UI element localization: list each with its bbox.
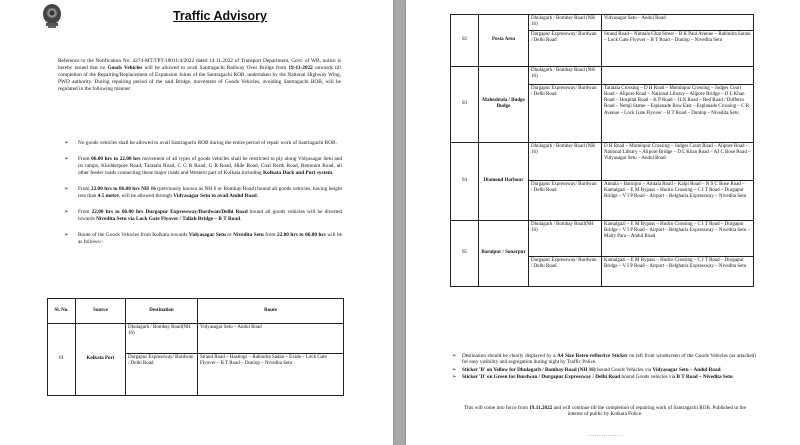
cell-destination: Dhulagarh / Bombay Road(NH 16) [126, 324, 198, 354]
bullet-item: ➢ Route of the Goods Vehicles from Kolkata towards Vidyasagar Setu or Nivedita Setu from 22.00 hrs to 06.00 hrs will be as follows:- [64, 232, 342, 246]
table-row [451, 220, 754, 256]
note-item: ➢ Destination should be clearly displayed by a A4 Size Retro-reflective Sticker on left front windscreen of the Goods Vehicles (as attached) for easy visibility and segregation during night by Traffic Police. [450, 353, 756, 366]
table-row [48, 324, 344, 354]
cell-destination: Dhulagarh / Bombay Road (NH 16) [529, 15, 602, 31]
advisory-bullet-list [64, 140, 342, 255]
cell-destination: Durgapur Expressway/ Burdwan / Delhi Road [529, 30, 602, 66]
bullet-item: ➢ From 06.00 hrs to 22.00 hrs movement of all types of goods vehicles shall be restricted to ply along Vidyasagar Setu and its ramps, Khidderpore Road, Taratala Road, C G R Road, G R Road, Hide Road, Coal Berth Road, Remount Road, all other feeder roads connecting these major roads and Western part of Kolkata including Kolkata Dock and Port system. [64, 156, 342, 177]
header-route: Route [198, 299, 344, 324]
cell-sl-no: 02 [451, 15, 479, 67]
cell-destination: Dhulagarh / Bombay Road (NH 16) [529, 142, 602, 180]
page-title: Traffic Advisory [172, 9, 267, 23]
cell-route: Taratala Crossing – D H Road – Mominpur Crossing – Judges Court Road – Alipore Road – National Library – Alipore Bridge – D L Khan Road – Hospital Road – K P Road – JLN Road – Red Road / Dufferin Road – Netaji Statue – Esplanade Row East – Esplanade Crossing – C R Avenue – Lock Gate Flyover – B T Road – Dunlop – Nivedita Setu [602, 84, 754, 142]
sticker-notes-list [450, 353, 756, 382]
document-page-2 [406, 0, 800, 445]
cell-route [602, 66, 754, 84]
cell-route: Amtala – Baruipur – Amtala Road – Kalpi Road – N S C Bose Road – Kamalgazi – E M Bypass – Hudco Crossing – C I T Road – Durgapur Bridge – V I P Road – Airport – Belgharia Expressway – Nivedita Setu [602, 180, 754, 220]
cell-sl-no: 05 [451, 220, 479, 286]
table-row [451, 66, 754, 84]
cell-sl-no: 01 [48, 324, 76, 396]
note-item: ➢ Sticker 'B' on Yellow for Dhulagarh / Bombay Road (NH 16) bound Goods Vehicles via Vidyasagar Setu – Andul Road. [450, 367, 756, 373]
cell-route: Strand Road – Hastings – Rabindra Sadan – Exide – Lock Gate Flyover – B T Road – Dunlop – Nivedita Setu [198, 354, 344, 396]
note-item: ➢ Sticker 'D' on Green for Burdwan / Durgapur Expressway / Delhi Road bound Goods vehicles via B T Road – Nivedita Setu. [450, 374, 756, 380]
cell-destination: Dhulagarh / Bombay Road(NH 16) [529, 220, 602, 256]
cell-sl-no: 04 [451, 142, 479, 220]
table-row [451, 15, 754, 31]
bullet-item: ➢ From 22.00 hrs to 06.00 hrs Durgapur Expressway/Burdwan/Delhi Road bound all goods vehicles will be diverted towards Nivedita Setu via Lock Gate Flyover / Tallah Bridge – B T Road. [64, 209, 342, 223]
cell-route: D H Road – Mominpur Crossing – Judges Court Road – Alipore Road – National Library – Alipore Bridge – D L Khan Road – AJ C Bose Road – Vidyasagar Setu – Andul Road [602, 142, 754, 180]
cell-route: Vidyasagar Setu – Andul Road [198, 324, 344, 354]
route-table-page-2 [450, 14, 754, 287]
cell-source: Posta Area [479, 15, 529, 67]
end-dotted-line: ................ [588, 433, 624, 438]
route-table-page-1 [47, 298, 344, 396]
cell-route: Kamalgazi – E M Bypass – Hudco Crossing – C I T Road – Durgapur Bridge – V I P Road – Airport – Belgharia Expressway – Nivedita Setu – Maity Para – Andul Road [602, 220, 754, 256]
cell-destination: Durgapur Expressway/ Burdwan / Delhi Road [529, 180, 602, 220]
header-source: Source [76, 299, 126, 324]
cell-destination: Durgapur Expressway/ Burdwan / Delhi Road [529, 84, 602, 142]
cell-destination: Durgapur Expressway/ Burdwan / Delhi Road [126, 354, 198, 396]
cell-source: Baruipur / Sonarpur [479, 220, 529, 286]
cell-source: Kolkata Port [76, 324, 126, 396]
bullet-item: ➢ No goods vehicles shall be allowed to avail Santragachi ROB during the entire period of repair work of Santragachi ROB. [64, 140, 342, 147]
cell-source: Diamond Harbour [479, 142, 529, 220]
cell-destination: Durgapur Expressway/ Burdwan / Delhi Road [529, 256, 602, 286]
cell-source: Maheshtala / Budge Budge [479, 66, 529, 142]
cell-route: Vidyasagar Setu – Andul Road [602, 15, 754, 31]
table-header-row [48, 299, 344, 324]
intro-paragraph: Reference to the Notification No. 4274-MT/TPT-18011/4/2022 dated 14.11.2022 of Transport Department, Govt. of WB, notice is hereby issued that no Goods Vehicles will be allowed to avail Santragachi Railway Over Bridge from 19-11-2022 onwards till completion of the Repairing/Replacement of Expansion Joints of the Santragachi ROB, undertaken by the National Highway Wing, PWD authority. During repairing period of the said Bridge, movement of Goods Vehicles, avoiding Santragachi ROB, will be regulated in the following manner: [58, 58, 341, 92]
emblem-icon [40, 2, 64, 30]
document-page-1 [0, 0, 393, 445]
closing-paragraph: This will come into force from 19.11.2022 and will continue till the completion of repairing work of Santragachi ROB. Published in the interest of public by Kolkata Police. [464, 405, 746, 418]
cell-destination: Dhulagarh / Bombay Road (NH 16) [529, 66, 602, 84]
table-row [451, 142, 754, 180]
header-destination: Destination [126, 299, 198, 324]
cell-route: Strand Road – Nimtala Ghat Street – B K Paul Avenue – Rabindra Sarani – Lock Gate Flyover – B T Road – Dunlop – Nivedita Setu [602, 30, 754, 66]
cell-sl-no: 03 [451, 66, 479, 142]
bullet-item: ➢ From 22.00 hrs to 06.00 hrs NH 16 (previously known as NH 6 or Bombay Road) bound all goods vehicles, having height less than 4.5 metre, will be allowed through Vidyasagar Setu to avail Andul Road. [64, 186, 342, 200]
cell-route: Kamalgazi – E M Bypass – Hudco Crossing – C I T Road – Durgapur Bridge – V I P Road – Airport – Belgharia Expressway – Nivedita Setu [602, 256, 754, 286]
header-sl-no: Sl. No. [48, 299, 76, 324]
